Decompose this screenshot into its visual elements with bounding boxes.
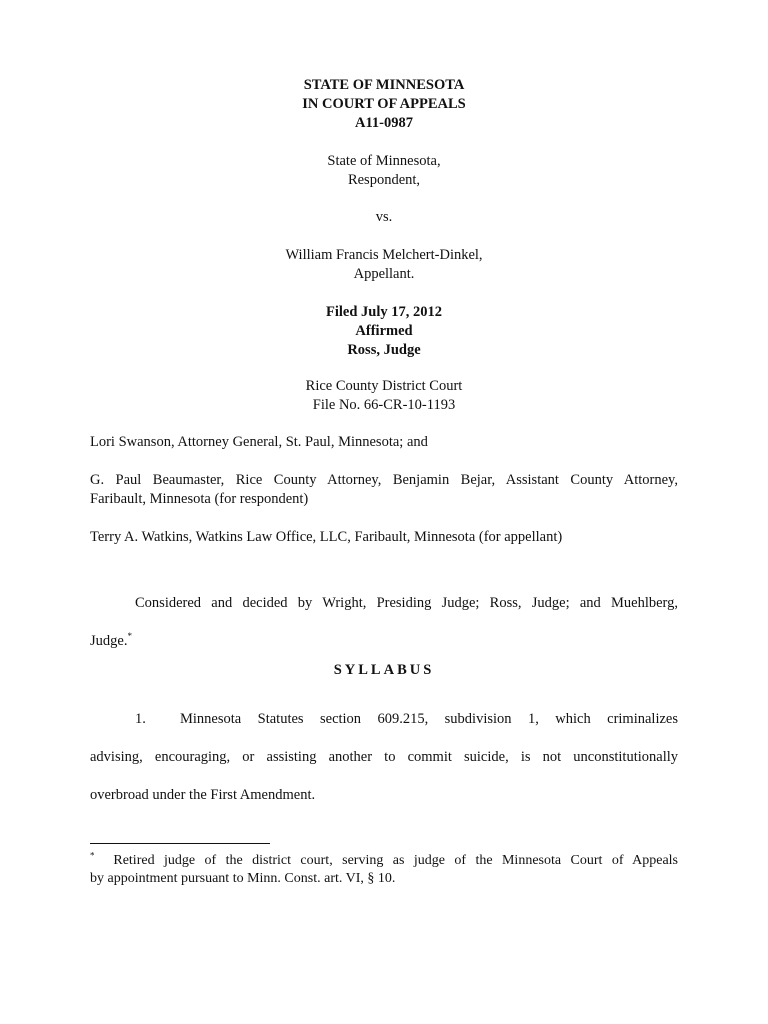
footnote-marker: * xyxy=(90,850,95,861)
syllabus-item-number: 1. xyxy=(135,711,146,727)
syllabus-heading: SYLLABUS xyxy=(333,662,435,678)
panel-judge-text: Judge. xyxy=(90,633,128,649)
lower-court-name: Rice County District Court xyxy=(305,378,463,394)
counsel-respondent: G. Paul Beaumaster, Rice County Attorney, Benjamin Bejar, Assistant County Attorney, Faribault, Minnesota (for respondent) xyxy=(90,472,678,507)
footnote-separator xyxy=(90,843,270,844)
court-heading: IN COURT OF APPEALS xyxy=(302,96,466,112)
docket-number: A11-0987 xyxy=(355,115,413,131)
respondent-block xyxy=(90,152,678,190)
state-heading: STATE OF MINNESOTA xyxy=(303,77,465,93)
counsel-attorney-general: Lori Swanson, Attorney General, St. Paul, Minnesota; and xyxy=(90,434,428,450)
appellant-block xyxy=(90,246,678,284)
disposition: Affirmed xyxy=(355,323,413,339)
filing-block xyxy=(90,303,678,360)
panel-paragraph: Considered and decided by Wright, Presiding Judge; Ross, Judge; and Muehlberg, Judge.* xyxy=(90,595,678,649)
author-judge: Ross, Judge xyxy=(347,342,421,358)
syllabus-item-1: 1. Minnesota Statutes section 609.215, subdivision 1, which criminalizes advising, encouraging, or assisting another to commit suicide, is not unconstitutionally overbroad under the First Amendment. xyxy=(90,700,678,814)
counsel-appellant: Terry A. Watkins, Watkins Law Office, LLC, Faribault, Minnesota (for appellant) xyxy=(90,529,563,545)
appellant-role: Appellant. xyxy=(353,266,415,282)
footnote-reference[interactable]: * xyxy=(127,631,132,642)
respondent-name: State of Minnesota, xyxy=(327,153,441,169)
case-caption-header xyxy=(90,76,678,133)
versus-text: vs. xyxy=(375,209,393,225)
versus-block xyxy=(90,208,678,227)
footnote: * Retired judge of the district court, serving as judge of the Minnesota Court of Appeals by appointment pursuant to Minn. Const. art. VI, § 10. xyxy=(90,850,679,886)
lower-court-file-number: File No. 66-CR-10-1193 xyxy=(312,397,456,413)
filed-date: Filed July 17, 2012 xyxy=(325,304,442,320)
respondent-role: Respondent, xyxy=(347,172,421,188)
appellant-name: William Francis Melchert-Dinkel, xyxy=(285,247,483,263)
lower-court-block xyxy=(90,377,678,415)
